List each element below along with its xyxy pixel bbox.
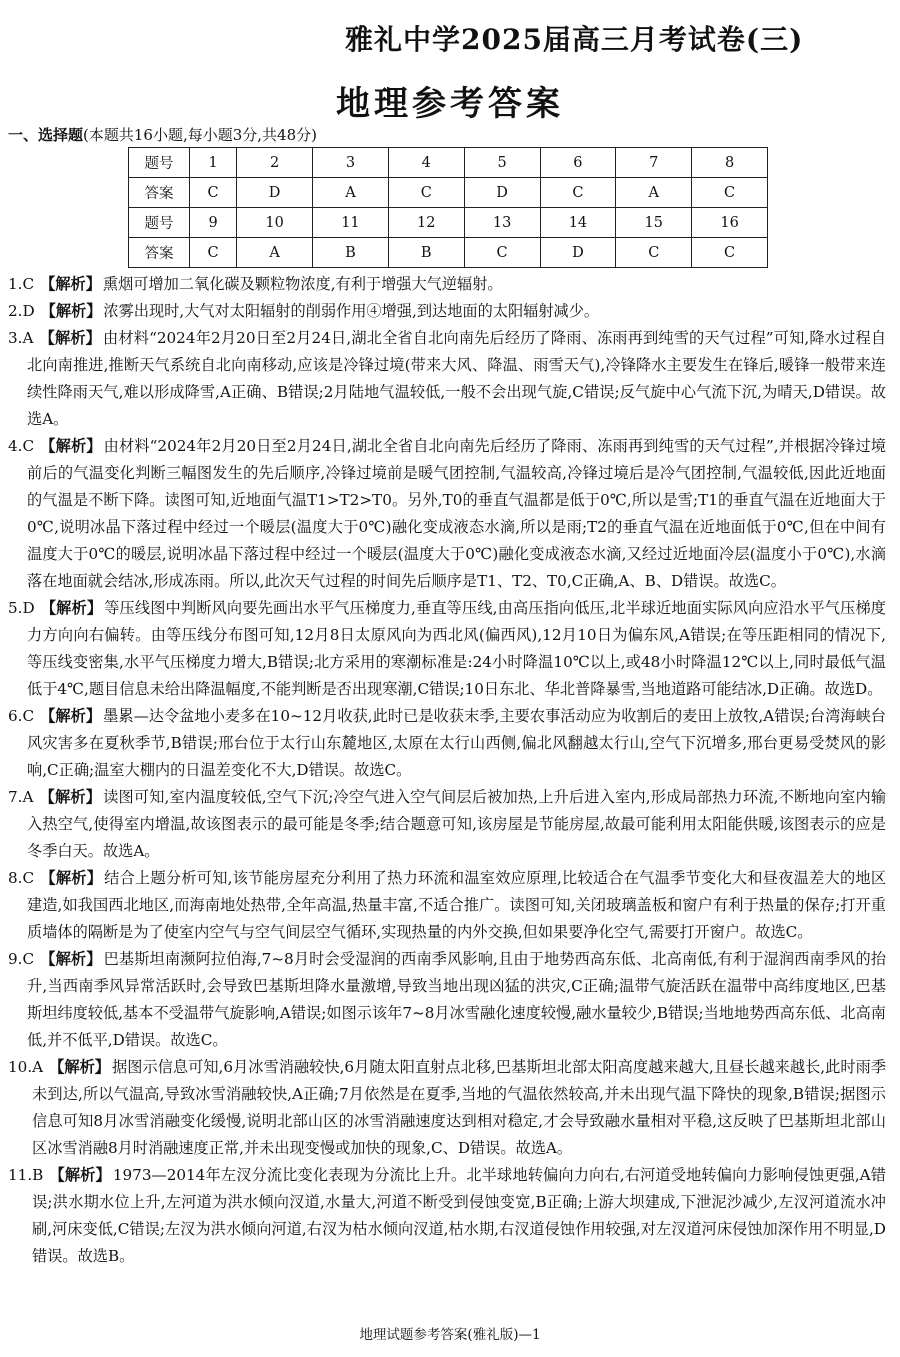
page-title: 地理参考答案 bbox=[336, 84, 564, 124]
question-number-cell: 15 bbox=[616, 208, 692, 238]
question-number-cell: 14 bbox=[540, 208, 616, 238]
answer-cell: A bbox=[237, 238, 313, 268]
question-number-cell: 10 bbox=[237, 208, 313, 238]
question-number-cell: 5 bbox=[464, 148, 540, 178]
item-number: 6.C bbox=[8, 707, 35, 725]
item-number: 1.C bbox=[8, 275, 35, 293]
analysis-tag: 【解析】 bbox=[49, 1058, 111, 1076]
analysis-tag: 【解析】 bbox=[40, 437, 102, 455]
answer-cell: C bbox=[388, 178, 464, 208]
question-number-cell: 2 bbox=[237, 148, 313, 178]
answer-cell: B bbox=[388, 238, 464, 268]
item-number: 7.A bbox=[8, 788, 34, 806]
list-item bbox=[8, 1054, 886, 1162]
answer-cell: B bbox=[313, 238, 389, 268]
answer-cell: D bbox=[464, 178, 540, 208]
analysis-tag: 【解析】 bbox=[39, 329, 102, 347]
analysis-tag: 【解析】 bbox=[40, 275, 101, 293]
question-number-cell: 12 bbox=[388, 208, 464, 238]
item-text: 1973—2014年左汊分流比变化表现为分流比上升。北半球地转偏向力向右,右河道受地转偏向力影响侵蚀更强,A错误;洪水期水位上升,左河道为洪水倾向汊道,水量大,河道不断受到侵蚀变宽,B正确;上游大坝建成,下泄泥沙减少,左汊河道流水冲刷,河床变低,C错误;左汊为洪水倾向河道,右汊为枯水倾向汊道,枯水期,右汊道侵蚀作用较强,对左汊道河床侵蚀加深作用不明显,D错误。故选B。 bbox=[32, 1166, 886, 1265]
list-item bbox=[8, 946, 886, 1054]
page-footer: 地理试题参考答案(雅礼版)—1 bbox=[359, 1327, 541, 1343]
table-row-label: 答案 bbox=[129, 178, 190, 208]
analysis-tag: 【解析】 bbox=[40, 950, 102, 968]
answer-cell: D bbox=[237, 178, 313, 208]
list-item bbox=[8, 865, 886, 946]
item-number: 4.C bbox=[8, 437, 35, 455]
item-text: 等压线图中判断风向要先画出水平气压梯度力,垂直等压线,由高压指向低压,北半球近地面实际风向应沿水平气压梯度力方向向右偏转。由等压线分布图可知,12月8日太原风向为西北风(偏西风),12月10日为偏东风,A错误;在等压距相同的情况下,等压线变密集,水平气压梯度力增大,B错误;北方采用的寒潮标准是:24小时降温10℃以上,或48小时降温12℃以上,同时最低气温低于4℃,题目信息未给出降温幅度,不能判断是否出现寒潮,C错误;10日东北、华北普降暴雪,当地道路可能结冰,D正确。故选D。 bbox=[27, 599, 886, 698]
item-number: 3.A bbox=[8, 329, 34, 347]
analysis-tag: 【解析】 bbox=[49, 1166, 111, 1184]
answer-cell: C bbox=[190, 178, 237, 208]
list-item bbox=[8, 271, 886, 298]
question-number-cell: 11 bbox=[313, 208, 389, 238]
question-number-cell: 4 bbox=[388, 148, 464, 178]
list-item bbox=[8, 595, 886, 703]
table-row-label: 题号 bbox=[129, 148, 190, 178]
list-item bbox=[8, 1162, 886, 1270]
question-number-cell: 8 bbox=[692, 148, 768, 178]
question-number-cell: 13 bbox=[464, 208, 540, 238]
item-text: 由材料“2024年2月20日至2月24日,湖北全省自北向南先后经历了降雨、冻雨再到纯雪的天气过程”可知,降水过程自北向南推进,推断天气系统自北向南移动,应该是冷锋过境(带来大风、降温、雨雪天气),冷锋降水主要发生在锋后,暖锋一般带来连续性降雨天气,难以形成降雪,A正确、B错误;2月陆地气温较低,一般不会出现气旋,C错误;反气旋中心气流下沉,为晴天,D错误。故选A。 bbox=[27, 329, 887, 428]
item-text: 巴基斯坦南濒阿拉伯海,7~8月时会受湿润的西南季风影响,且由于地势西高东低、北高南低,有利于湿润西南季风的抬升,当西南季风异常活跃时,会导致巴基斯坦降水量激增,导致当地出现凶猛的洪灾,C正确;温带气旋活跃在温带中高纬度地区,巴基斯坦纬度较低,基本不受温带气旋影响,A错误;如图示该年7~8月冰雪融化速度较慢,融水量较少,B错误;当地地势西高东低、北高南低,并不低平,D错误。故选C。 bbox=[27, 950, 887, 1049]
analysis-tag: 【解析】 bbox=[39, 788, 102, 806]
table-row-label: 题号 bbox=[129, 208, 190, 238]
answer-cell: A bbox=[616, 178, 692, 208]
answer-cell: C bbox=[190, 238, 237, 268]
list-item bbox=[8, 703, 886, 784]
analysis-tag: 【解析】 bbox=[40, 707, 102, 725]
item-number: 9.C bbox=[8, 950, 35, 968]
item-number: 11.B bbox=[8, 1166, 44, 1184]
answer-cell: C bbox=[616, 238, 692, 268]
table-row bbox=[129, 238, 768, 268]
list-item bbox=[8, 298, 886, 325]
table-row bbox=[129, 148, 768, 178]
list-item bbox=[8, 325, 886, 433]
analysis-tag: 【解析】 bbox=[40, 869, 103, 887]
question-number-cell: 16 bbox=[692, 208, 768, 238]
item-text: 墨累—达令盆地小麦多在10~12月收获,此时已是收获末季,主要农事活动应为收割后的麦田上放牧,A错误;台湾海峡台风灾害多在夏秋季节,B错误;邢台位于太行山东麓地区,太原在太行山西侧,偏北风翻越太行山,空气下沉增多,邢台更易受焚风的影响,C正确;温室大棚内的日温差变化不大,D错误。故选C。 bbox=[27, 707, 886, 779]
table-row bbox=[129, 178, 768, 208]
item-text: 由材料“2024年2月20日至2月24日,湖北全省自北向南先后经历了降雨、冻雨再到纯雪的天气过程”,并根据冷锋过境前后的气温变化判断三幅图发生的先后顺序,冷锋过境前是暖气团控制,气温较高,冷锋过境后是冷气团控制,气温较低,因此近地面的气温是不断下降。读图可知,近地面气温T1>T2>T0。另外,T0的垂直气温都是低于0℃,所以是雪;T1的垂直气温在近地面大于0℃,说明冰晶下落过程中经过一个暖层(温度大于0℃)融化变成液态水滴,所以是雨;T2的垂直气温在近地面低于0℃,但在中间有温度大于0℃的暖层,说明冰晶下落过程中经过一个暖层(温度大于0℃)融化变成液态水滴,又经过近地面冷层(温度小于0℃),水滴落在地面就会结冰,形成冻雨。所以,此次天气过程的时间先后顺序是T1、T2、T0,C正确,A、B、D错误。故选C。 bbox=[27, 437, 887, 590]
explanation-list bbox=[8, 271, 886, 1270]
answer-cell: D bbox=[540, 238, 616, 268]
question-number-cell: 7 bbox=[616, 148, 692, 178]
table-row bbox=[129, 208, 768, 238]
answer-table bbox=[128, 147, 768, 268]
item-number: 2.D bbox=[8, 302, 35, 320]
item-text: 结合上题分析可知,该节能房屋充分利用了热力环流和温室效应原理,比较适合在气温季节变化大和昼夜温差大的地区建造,如我国西北地区,而海南地处热带,全年高温,热量丰富,不适合推广。读图可知,关闭玻璃盖板和窗户有利于热量的保存;打开重质墙体的隔断是为了使室内空气与空气间层空气循环,实现热量的内外交换,但如果要净化空气,需要打开窗户。故选C。 bbox=[27, 869, 887, 941]
item-number: 8.C bbox=[8, 869, 35, 887]
item-number: 10.A bbox=[8, 1058, 44, 1076]
answer-cell: C bbox=[540, 178, 616, 208]
table-row-label: 答案 bbox=[129, 238, 190, 268]
item-text: 据图示信息可知,6月冰雪消融较快,6月随太阳直射点北移,巴基斯坦北部太阳高度越来越大,且昼长越来越长,此时雨季未到达,所以气温高,导致冰雪消融较快,A正确;7月依然是在夏季,当地的气温依然较高,并未出现气温下降快的现象,B错误;据图示信息可知8月冰雪消融变化缓慢,说明北部山区的冰雪消融速度达到相对稳定,才会导致融水量相对平稳,这反映了巴基斯坦北部山区冰雪消融8月时消融速度正常,并未出现变慢或加快的现象,C、D错误。故选A。 bbox=[32, 1058, 887, 1157]
section-heading bbox=[8, 124, 317, 145]
analysis-tag: 【解析】 bbox=[40, 302, 102, 320]
answer-cell: C bbox=[692, 238, 768, 268]
item-text: 浓雾出现时,大气对太阳辐射的削弱作用④增强,到达地面的太阳辐射减少。 bbox=[103, 302, 600, 320]
list-item bbox=[8, 784, 886, 865]
question-number-cell: 6 bbox=[540, 148, 616, 178]
list-item bbox=[8, 433, 886, 595]
section-heading-label: 一、选择题 bbox=[8, 126, 84, 144]
item-text: 读图可知,室内温度较低,空气下沉;冷空气进入空气间层后被加热,上升后进入室内,形成局部热力环流,不断地向室内输入热空气,使得室内增温,故该图表示的最可能是冬季;结合题意可知,该房屋是节能房屋,故最可能利用太阳能供暖,该图表示的应是冬季白天。故选A。 bbox=[27, 788, 887, 860]
answer-cell: A bbox=[313, 178, 389, 208]
answer-cell: C bbox=[464, 238, 540, 268]
item-text: 熏烟可增加二氧化碳及颗粒物浓度,有利于增强大气逆辐射。 bbox=[102, 275, 503, 293]
question-number-cell: 9 bbox=[190, 208, 237, 238]
question-number-cell: 3 bbox=[313, 148, 389, 178]
item-number: 5.D bbox=[8, 599, 35, 617]
question-number-cell: 1 bbox=[190, 148, 237, 178]
answer-cell: C bbox=[692, 178, 768, 208]
section-heading-note: (本题共16小题,每小题3分,共48分) bbox=[83, 126, 317, 144]
analysis-tag: 【解析】 bbox=[40, 599, 103, 617]
exam-title: 雅礼中学2025届高三月考试卷(三) bbox=[345, 23, 804, 56]
